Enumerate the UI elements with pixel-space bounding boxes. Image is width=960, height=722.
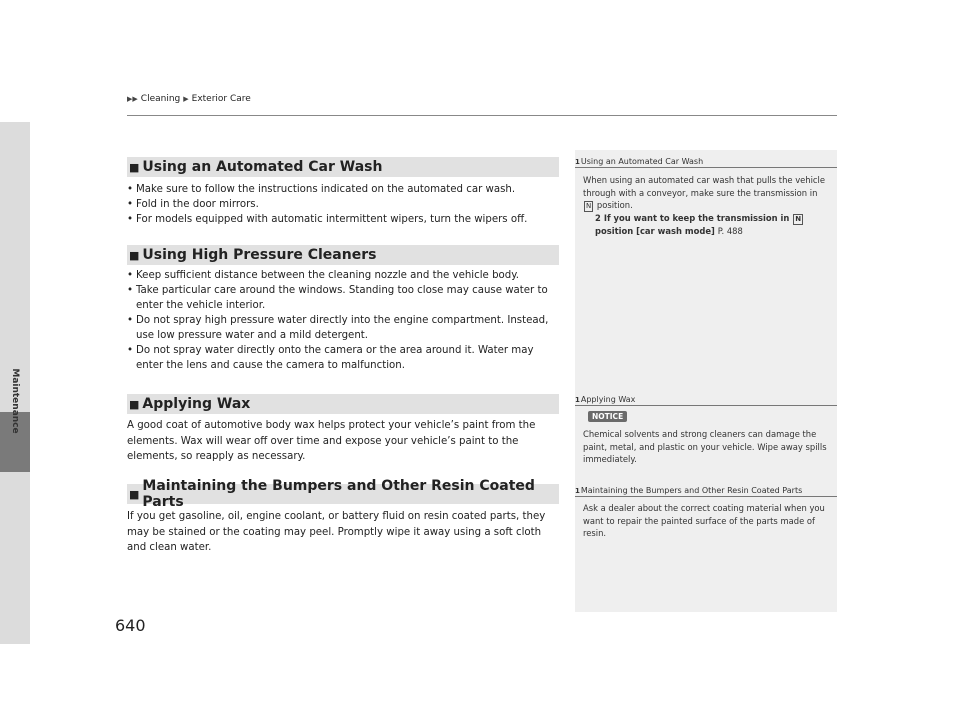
note-number: 1: [575, 157, 580, 166]
section-heading-car-wash: [127, 157, 559, 177]
note-title-bumpers: [575, 486, 837, 497]
note-title: Using an Automated Car Wash: [580, 157, 704, 166]
breadcrumb-arrow-icon: ▶▶: [127, 95, 138, 103]
square-bullet-icon: ■: [129, 160, 140, 174]
note-text: When using an automated car wash that pulls the vehicle through with a conveyor, make sure the transmission in: [583, 175, 826, 198]
wax-paragraph: A good coat of automotive body wax helps protect your vehicle’s paint from the elements. Wax will wear off over time and expose your vehicle’s paint to the elements, so reapply as necessary.: [127, 420, 536, 462]
square-bullet-icon: ■: [129, 487, 140, 501]
reference-page: P. 488: [717, 226, 743, 236]
breadcrumb-item-cleaning: Cleaning: [140, 94, 181, 104]
section-title: Applying Wax: [142, 396, 251, 412]
pressure-bullets: [127, 268, 559, 373]
list-item: • For models equipped with automatic intermittent wipers, turn the wipers off.: [127, 212, 559, 227]
car-wash-bullets: [127, 182, 559, 227]
list-item: • Keep sufficient distance between the cleaning nozzle and the vehicle body.: [127, 268, 559, 283]
header-divider: [127, 115, 837, 116]
note-body-bumpers: Ask a dealer about the correct coating material when you want to repair the painted surface of the parts made of resin.: [583, 503, 825, 538]
list-item: • Fold in the door mirrors.: [127, 197, 559, 212]
breadcrumb-item-exterior-care: Exterior Care: [191, 94, 251, 104]
section-title: Using High Pressure Cleaners: [142, 247, 377, 263]
note-text: position.: [596, 200, 633, 210]
note-body-car-wash: [583, 174, 828, 238]
square-bullet-icon: ■: [129, 397, 140, 411]
section-title: Using an Automated Car Wash: [142, 159, 383, 175]
list-item: • Take particular care around the windows. Standing too close may cause water to enter the vehicle interior.: [127, 283, 559, 313]
cross-reference-link[interactable]: [583, 212, 828, 238]
note-title-wax: [575, 395, 837, 406]
square-bullet-icon: ■: [129, 248, 140, 262]
note-body-wax: Chemical solvents and strong cleaners can damage the paint, metal, and plastic on your vehicle. Wipe away spills immediately.: [583, 429, 827, 464]
section-heading-pressure: [127, 245, 559, 265]
reference-text: If you want to keep the transmission in: [603, 213, 790, 223]
section-heading-bumpers: [127, 478, 559, 510]
breadcrumb-arrow-icon: ▶: [183, 95, 189, 103]
page-number: 640: [115, 616, 146, 635]
breadcrumb: [127, 94, 251, 104]
list-item: • Make sure to follow the instructions indicated on the automated car wash.: [127, 182, 559, 197]
list-item: • Do not spray high pressure water directly into the engine compartment. Instead, use low pressure water and a mild detergent.: [127, 313, 559, 343]
section-heading-wax: [127, 394, 559, 414]
reference-text: position [car wash mode]: [595, 226, 715, 236]
list-item: • Do not spray water directly onto the camera or the area around it. Water may enter the lens and cause the camera to malfunction.: [127, 343, 559, 373]
note-title-car-wash: [575, 157, 837, 168]
notice-badge: NOTICE: [588, 411, 627, 422]
chapter-label: Maintenance: [10, 368, 20, 434]
transmission-key-n: N: [795, 215, 802, 223]
reference-arrow-icon: 2: [595, 213, 601, 223]
note-title: Applying Wax: [580, 395, 636, 404]
section-title: Maintaining the Bumpers and Other Resin Coated Parts: [142, 478, 535, 510]
note-number: 1: [575, 395, 580, 404]
note-title: Maintaining the Bumpers and Other Resin Coated Parts: [580, 486, 803, 495]
note-number: 1: [575, 486, 580, 495]
bumpers-paragraph: If you get gasoline, oil, engine coolant, or battery fluid on resin coated parts, they may be stained or the coating may peel. Promptly wipe it away using a soft cloth and clean water.: [127, 511, 546, 553]
transmission-key-n: N: [586, 202, 592, 210]
